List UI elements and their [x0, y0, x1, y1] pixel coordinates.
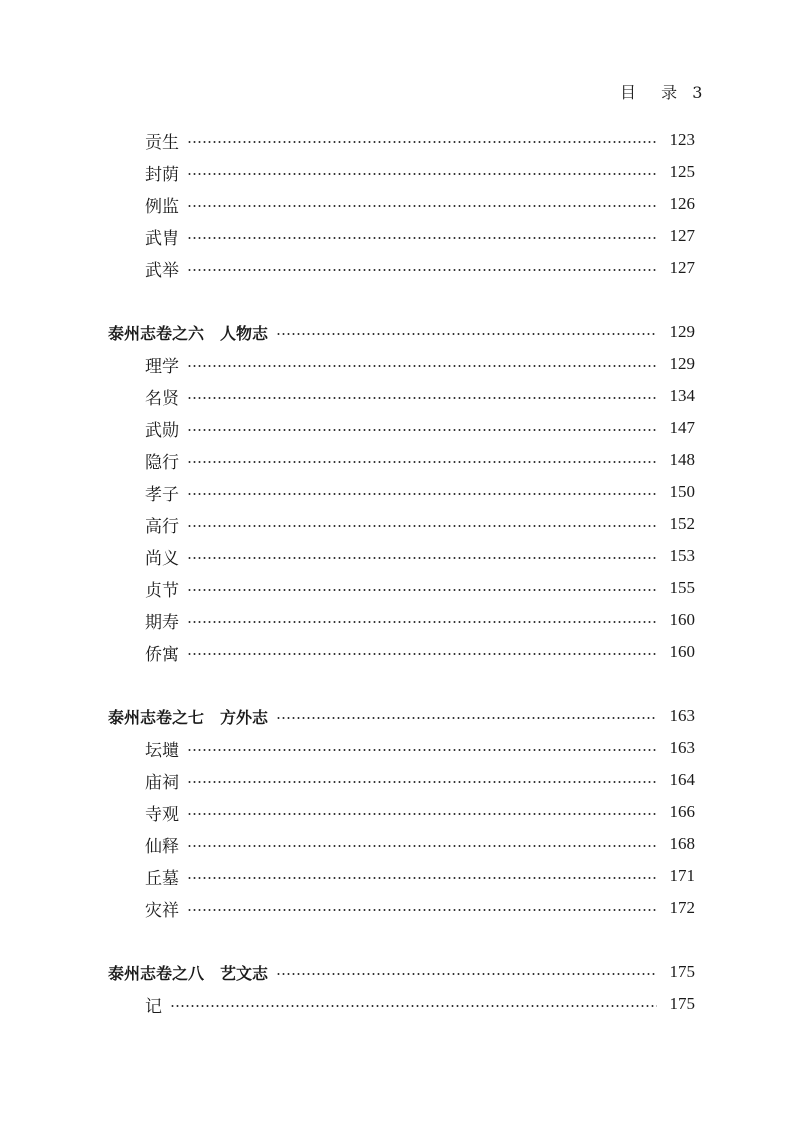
- toc-entry-page: 166: [669, 802, 695, 821]
- toc-entry-page: 160: [669, 610, 695, 629]
- toc-entry-page: 134: [669, 386, 695, 405]
- toc-entry-page: 127: [669, 258, 695, 277]
- toc-entry-label: 灾祥: [145, 900, 179, 921]
- toc-entry[interactable]: [145, 735, 695, 761]
- toc-entry[interactable]: [145, 447, 695, 473]
- toc-entry-page: 152: [669, 514, 695, 533]
- toc-entry-page: 125: [669, 162, 695, 181]
- toc-entry-label: 记: [145, 996, 162, 1017]
- toc-entry[interactable]: [145, 255, 695, 281]
- toc-entry-label: 武勋: [145, 420, 179, 441]
- dot-leader: [187, 237, 657, 239]
- toc-entry-page: 155: [669, 578, 695, 597]
- toc-entry-page: 160: [669, 642, 695, 661]
- dot-leader: [276, 717, 657, 719]
- dot-leader: [187, 621, 657, 623]
- toc-entry-page: 148: [669, 450, 695, 469]
- toc-entry[interactable]: [145, 351, 695, 377]
- toc-entry-label: 名贤: [145, 388, 179, 409]
- dot-leader: [187, 813, 657, 815]
- toc-entry-page: 129: [669, 322, 695, 341]
- toc-entry-label: 武举: [145, 260, 179, 281]
- toc-entry-label: 隐行: [145, 452, 179, 473]
- toc-entry[interactable]: [145, 511, 695, 537]
- toc-entry-label: 侨寓: [145, 644, 179, 665]
- dot-leader: [187, 749, 657, 751]
- dot-leader: [187, 397, 657, 399]
- dot-leader: [187, 877, 657, 879]
- dot-leader: [187, 909, 657, 911]
- toc-entry[interactable]: [145, 767, 695, 793]
- dot-leader: [187, 461, 657, 463]
- toc-entry-page: 123: [669, 130, 695, 149]
- toc-entry-label: 封荫: [145, 164, 179, 185]
- toc-entry[interactable]: [145, 607, 695, 633]
- toc-entry[interactable]: [145, 127, 695, 153]
- dot-leader: [187, 781, 657, 783]
- toc-entry-page: 129: [669, 354, 695, 373]
- toc-entry-label: 高行: [145, 516, 179, 537]
- toc-entry-label: 尚义: [145, 548, 179, 569]
- toc-entry-page: 171: [669, 866, 695, 885]
- toc-entry-page: 163: [669, 738, 695, 757]
- dot-leader: [187, 525, 657, 527]
- dot-leader: [276, 973, 657, 975]
- toc-entry-page: 127: [669, 226, 695, 245]
- toc-chapter-entry[interactable]: [108, 319, 695, 345]
- toc-entry-label: 庙祠: [145, 772, 179, 793]
- toc-entry[interactable]: [145, 543, 695, 569]
- toc-entry[interactable]: [145, 799, 695, 825]
- dot-leader: [187, 493, 657, 495]
- toc-chapter-label: 泰州志卷之七 方外志: [108, 707, 269, 727]
- toc-entry-label: 武胄: [145, 228, 179, 249]
- toc-entry-page: 175: [669, 994, 695, 1013]
- dot-leader: [187, 173, 657, 175]
- toc-chapter-entry[interactable]: [108, 959, 695, 985]
- dot-leader: [170, 1005, 657, 1007]
- toc-entry[interactable]: [145, 223, 695, 249]
- dot-leader: [187, 589, 657, 591]
- toc-entry[interactable]: [145, 479, 695, 505]
- toc-entry-label: 寺观: [145, 804, 179, 825]
- toc-entry[interactable]: [145, 895, 695, 921]
- toc-entry-page: 163: [669, 706, 695, 725]
- toc-entry-page: 164: [669, 770, 695, 789]
- toc-entry-page: 150: [669, 482, 695, 501]
- dot-leader: [187, 557, 657, 559]
- header-title: 目 录: [620, 83, 688, 102]
- toc-chapter-label: 泰州志卷之八 艺文志: [108, 963, 269, 983]
- toc-entry-page: 168: [669, 834, 695, 853]
- toc-entry[interactable]: [145, 575, 695, 601]
- toc-entry[interactable]: [145, 383, 695, 409]
- toc-entry-label: 例监: [145, 196, 179, 217]
- toc-entry-label: 理学: [145, 356, 179, 377]
- toc-entry[interactable]: [145, 639, 695, 665]
- dot-leader: [187, 653, 657, 655]
- toc-entry-page: 175: [669, 962, 695, 981]
- header-page-number: 3: [692, 83, 703, 102]
- dot-leader: [187, 429, 657, 431]
- toc-entry-page: 147: [669, 418, 695, 437]
- toc-entry-label: 贡生: [145, 132, 179, 153]
- dot-leader: [276, 333, 657, 335]
- toc-chapter-label: 泰州志卷之六 人物志: [108, 323, 269, 343]
- dot-leader: [187, 845, 657, 847]
- dot-leader: [187, 205, 657, 207]
- toc-chapter-entry[interactable]: [108, 703, 695, 729]
- toc-entry-label: 贞节: [145, 580, 179, 601]
- toc-entry[interactable]: [145, 415, 695, 441]
- toc-entry-label: 孝子: [145, 484, 179, 505]
- dot-leader: [187, 141, 657, 143]
- toc-entry-label: 期寿: [145, 612, 179, 633]
- toc-entry[interactable]: [145, 991, 695, 1017]
- toc-entry-label: 仙释: [145, 836, 179, 857]
- toc-entry[interactable]: [145, 863, 695, 889]
- dot-leader: [187, 365, 657, 367]
- toc-entry[interactable]: [145, 159, 695, 185]
- toc-entry-label: 丘墓: [145, 868, 179, 889]
- toc-entry-page: 172: [669, 898, 695, 917]
- toc-entry[interactable]: [145, 831, 695, 857]
- toc-entry-label: 坛壝: [145, 740, 179, 761]
- toc-entry-page: 126: [669, 194, 695, 213]
- dot-leader: [187, 269, 657, 271]
- toc-entry[interactable]: [145, 191, 695, 217]
- toc-entry-page: 153: [669, 546, 695, 565]
